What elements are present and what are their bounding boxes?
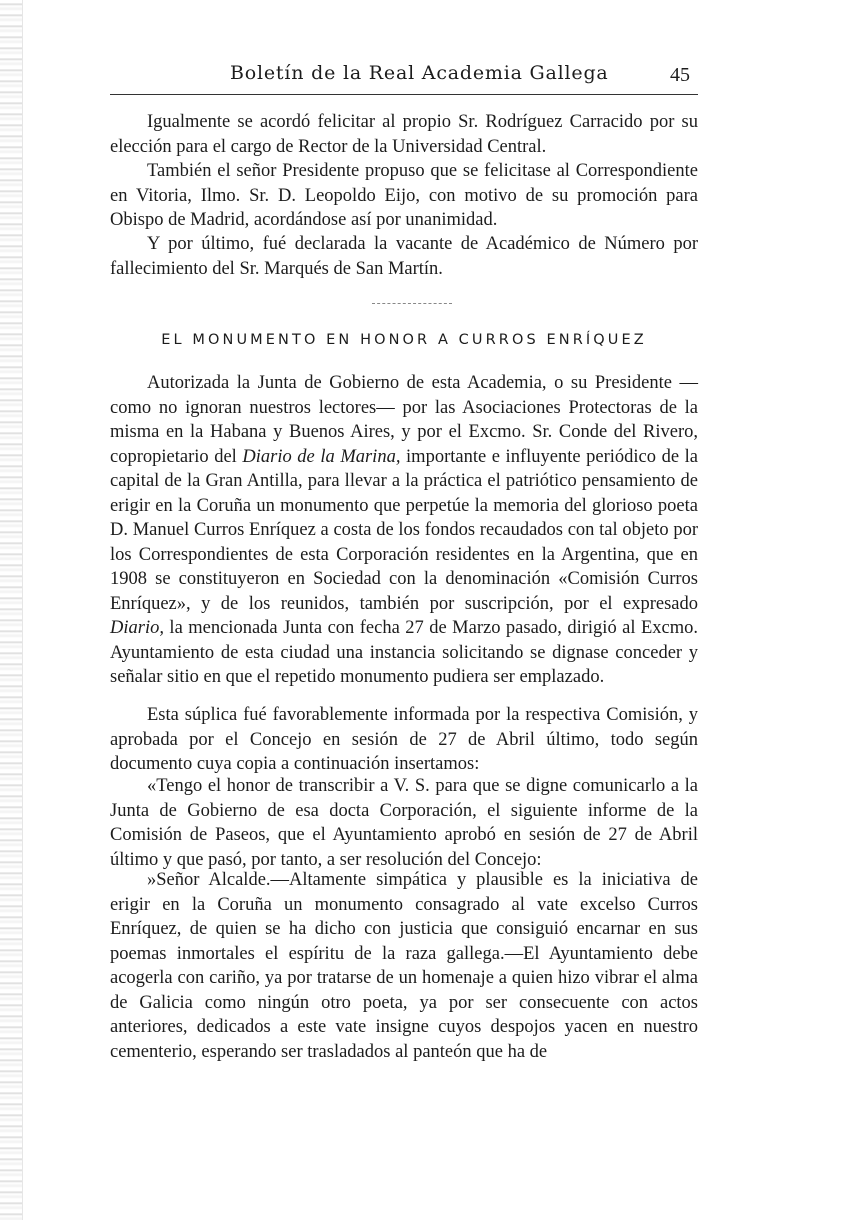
running-title: Boletín de la Real Academia Gallega: [230, 62, 609, 84]
section-separator: [372, 303, 452, 304]
paragraph-felicitacion-eijo: También el señor Presidente propuso que se felicitase al Correspondiente en Vitoria, Ilmo. Sr. D. Leopoldo Eijo, con motivo de su promoción para Obispo de Madrid, acordándose así por unanimidad.: [110, 161, 698, 230]
paragraph-informe-alcalde: »Señor Alcalde.—Altamente simpática y plausible es la iniciativa de erigir en la Coruña un monumento consagrado al vate excelso Curros Enríquez, de quien se ha dicho con justicia que consiguió encarnar en sus poemas inmortales el espíritu de la raza gallega.—El Ayuntamiento debe acogerla con cariño, ya por tratarse de un homenaje a quien hizo vibrar el alma de Galicia como ningún otro poeta, ya por ser consecuente con actos anteriores, dedicados a este vate insigne cuyos despojos yacen en nuestro cementerio, esperando ser trasladados al panteón que ha de: [110, 870, 698, 1062]
paragraph-autorizacion: Autorizada la Junta de Gobierno de esta Academia, o su Presidente —como no ignoran nuestros lectores— por las Asociaciones Protectoras de la misma en la Habana y Buenos Aires, y por el Excmo. Sr. Conde del Rivero, copropietario del Diario de la Marina, importante e influyente periódico de la capital de la Gran Antilla, para llevar a la práctica el patriótico pensamiento de erigir en la Coruña un monumento que perpetúe la memoria del glorioso poeta D. Manuel Curros Enríquez a costa de los fondos recaudados con tal objeto por los Correspondientes de esta Corporación residentes en la Argentina, que en 1908 se constituyeron en Sociedad con la denominación «Comisión Curros Enríquez», y de los reunidos, también por suscripción, por el expresado Diario, la mencionada Junta con fecha 27 de Marzo pasado, dirigió al Excmo. Ayuntamiento de esta ciudad una instancia solicitando se dignase conceder y señalar sitio en que el repetido monumento pudiera ser emplazado.: [110, 373, 698, 687]
paragraph-vacante-academico: Y por último, fué declarada la vacante de Académico de Número por fallecimiento del Sr. Marqués de San Martín.: [110, 234, 698, 279]
page-number: 45: [670, 64, 690, 86]
paragraph-felicitacion-carracido: Igualmente se acordó felicitar al propio Sr. Rodríguez Carracido por su elección para el cargo de Rector de la Universidad Central.: [110, 112, 698, 157]
page-header: [110, 60, 698, 95]
paragraph-transcripcion: «Tengo el honor de transcribir a V. S. para que se digne comunicarlo a la Junta de Gobierno de esa docta Corporación, el siguiente informe de la Comisión de Paseos, que el Ayuntamiento aprobó en sesión de 27 de Abril último y que pasó, por tanto, a ser resolución del Concejo:: [110, 776, 698, 870]
paragraph-suplica: Esta súplica fué favorablemente informada por la respectiva Comisión, y aprobada por el Concejo en sesión de 27 de Abril último, todo según documento cuya copia a continuación insertamos:: [110, 705, 698, 774]
italic-diario-de-la-marina: Diario de la Marina,: [242, 446, 401, 467]
section-title: EL MONUMENTO EN HONOR A CURROS ENRÍQUEZ: [161, 332, 647, 348]
italic-diario: Diario,: [110, 618, 164, 638]
